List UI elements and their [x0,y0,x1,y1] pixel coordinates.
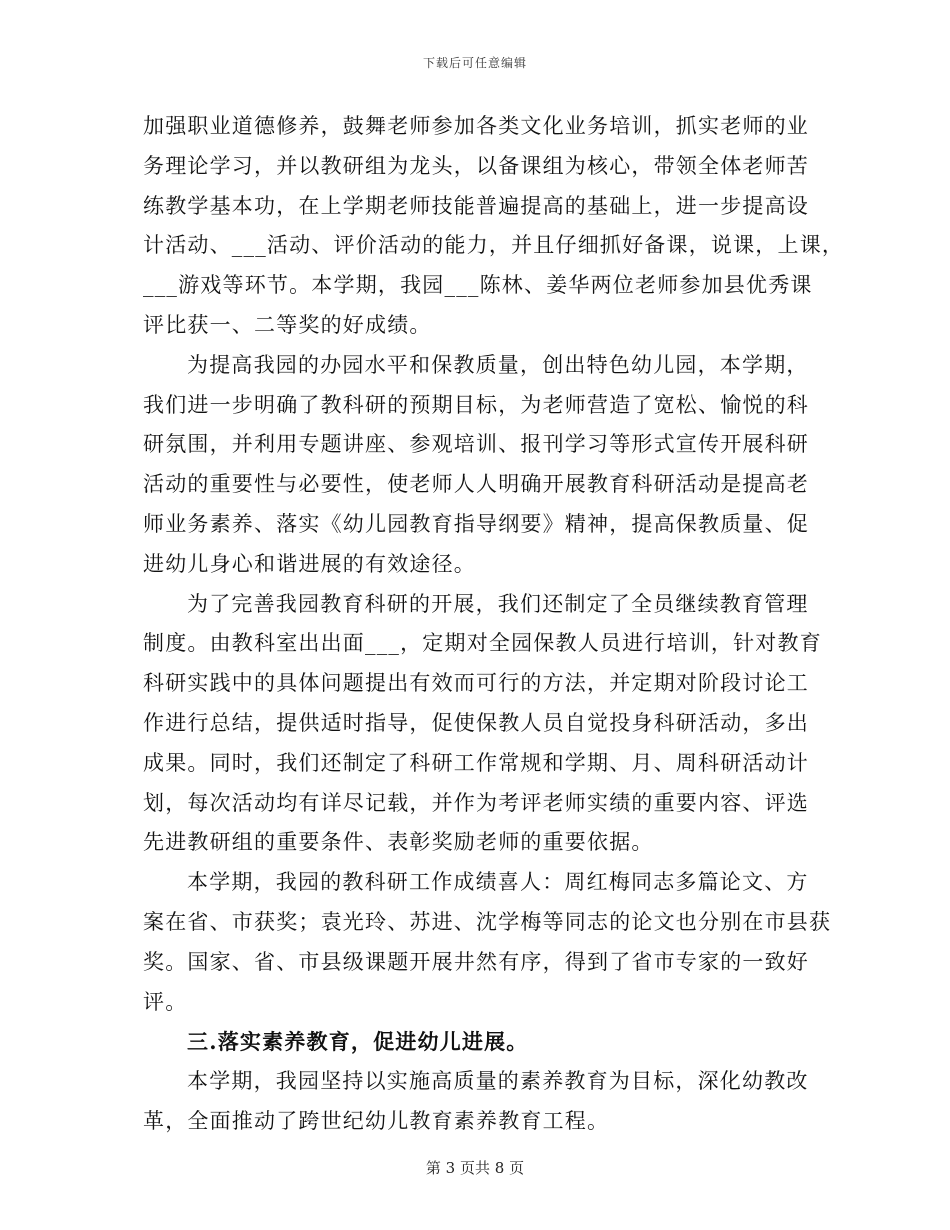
text-line: 练教学基本功，在上学期老师技能普遍提高的基础上，进一步提高设 [143,193,809,218]
text-line: 案在省、市获奖；袁光玲、苏进、沈学梅等同志的论文也分别在市县获 [143,909,832,934]
text-line: 作进行总结，提供适时指导，促使保教人员自觉投身科研活动，多出 [143,710,809,735]
text-line: 成果。同时，我们还制定了科研工作常规和学期、月、周科研活动计 [143,750,809,775]
text-line: 制度。由教科室出出面___，定期对全园保教人员进行培训，针对教育 [143,631,822,656]
text-line: 评。 [143,989,188,1014]
text-line: 活动的重要性与必要性，使老师人人明确开展教育科研活动是提高老 [143,472,809,497]
text-line: 我们进一步明确了教科研的预期目标，为老师营造了宽松、愉悦的科 [143,392,809,417]
text-line: 计活动、___活动、评价活动的能力，并且仔细抓好备课，说课，上课， [143,233,845,258]
text-line: 进幼儿身心和谐进展的有效途径。 [143,551,476,576]
text-line: 科研实践中的具体问题提出有效而可行的方法，并定期对阶段讨论工 [143,671,809,696]
text-line: 师业务素养、落实《幼儿园教育指导纲要》精神，提高保教质量、促 [143,511,809,536]
text-line: 划，每次活动均有详尽记载，并作为考评老师实绩的重要内容、评选 [143,790,809,815]
document-body [143,107,845,1142]
text-line: 先进教研组的重要条件、表彰奖励老师的重要依据。 [143,830,654,855]
page-header: 下载后可任意编辑 [422,56,527,70]
text-line: 评比获一、二等奖的好成绩。 [143,312,432,337]
text-line: 本学期，我园的教科研工作成绩喜人：周红梅同志多篇论文、方 [187,870,809,895]
text-line: 为提高我园的办园水平和保教质量，创出特色幼儿园，本学期， [187,352,809,377]
text-line: 本学期，我园坚持以实施高质量的素养教育为目标，深化幼教改 [187,1069,809,1094]
text-line: 加强职业道德修养，鼓舞老师参加各类文化业务培训，抓实老师的业 [143,114,809,138]
page-number: 第 3 页共 8 页 [425,1159,525,1177]
text-line: ___游戏等环节。本学期，我园___陈林、姜华两位老师参加县优秀课 [143,273,813,298]
text-line: 务理论学习，并以教研组为龙头，以备课组为核心，带领全体老师苦 [143,153,809,178]
text-line: 为了完善我园教育科研的开展，我们还制定了全员继续教育管理 [187,591,809,616]
section-heading: 三.落实素养教育，促进幼儿进展。 [187,1029,529,1055]
text-line: 奖。国家、省、市县级课题开展井然有序，得到了省市专家的一致好 [143,949,809,974]
text-line: 革，全面推动了跨世纪幼儿教育素养教育工程。 [143,1108,610,1133]
text-line: 研氛围，并利用专题讲座、参观培训、报刊学习等形式宣传开展科研 [143,432,809,457]
